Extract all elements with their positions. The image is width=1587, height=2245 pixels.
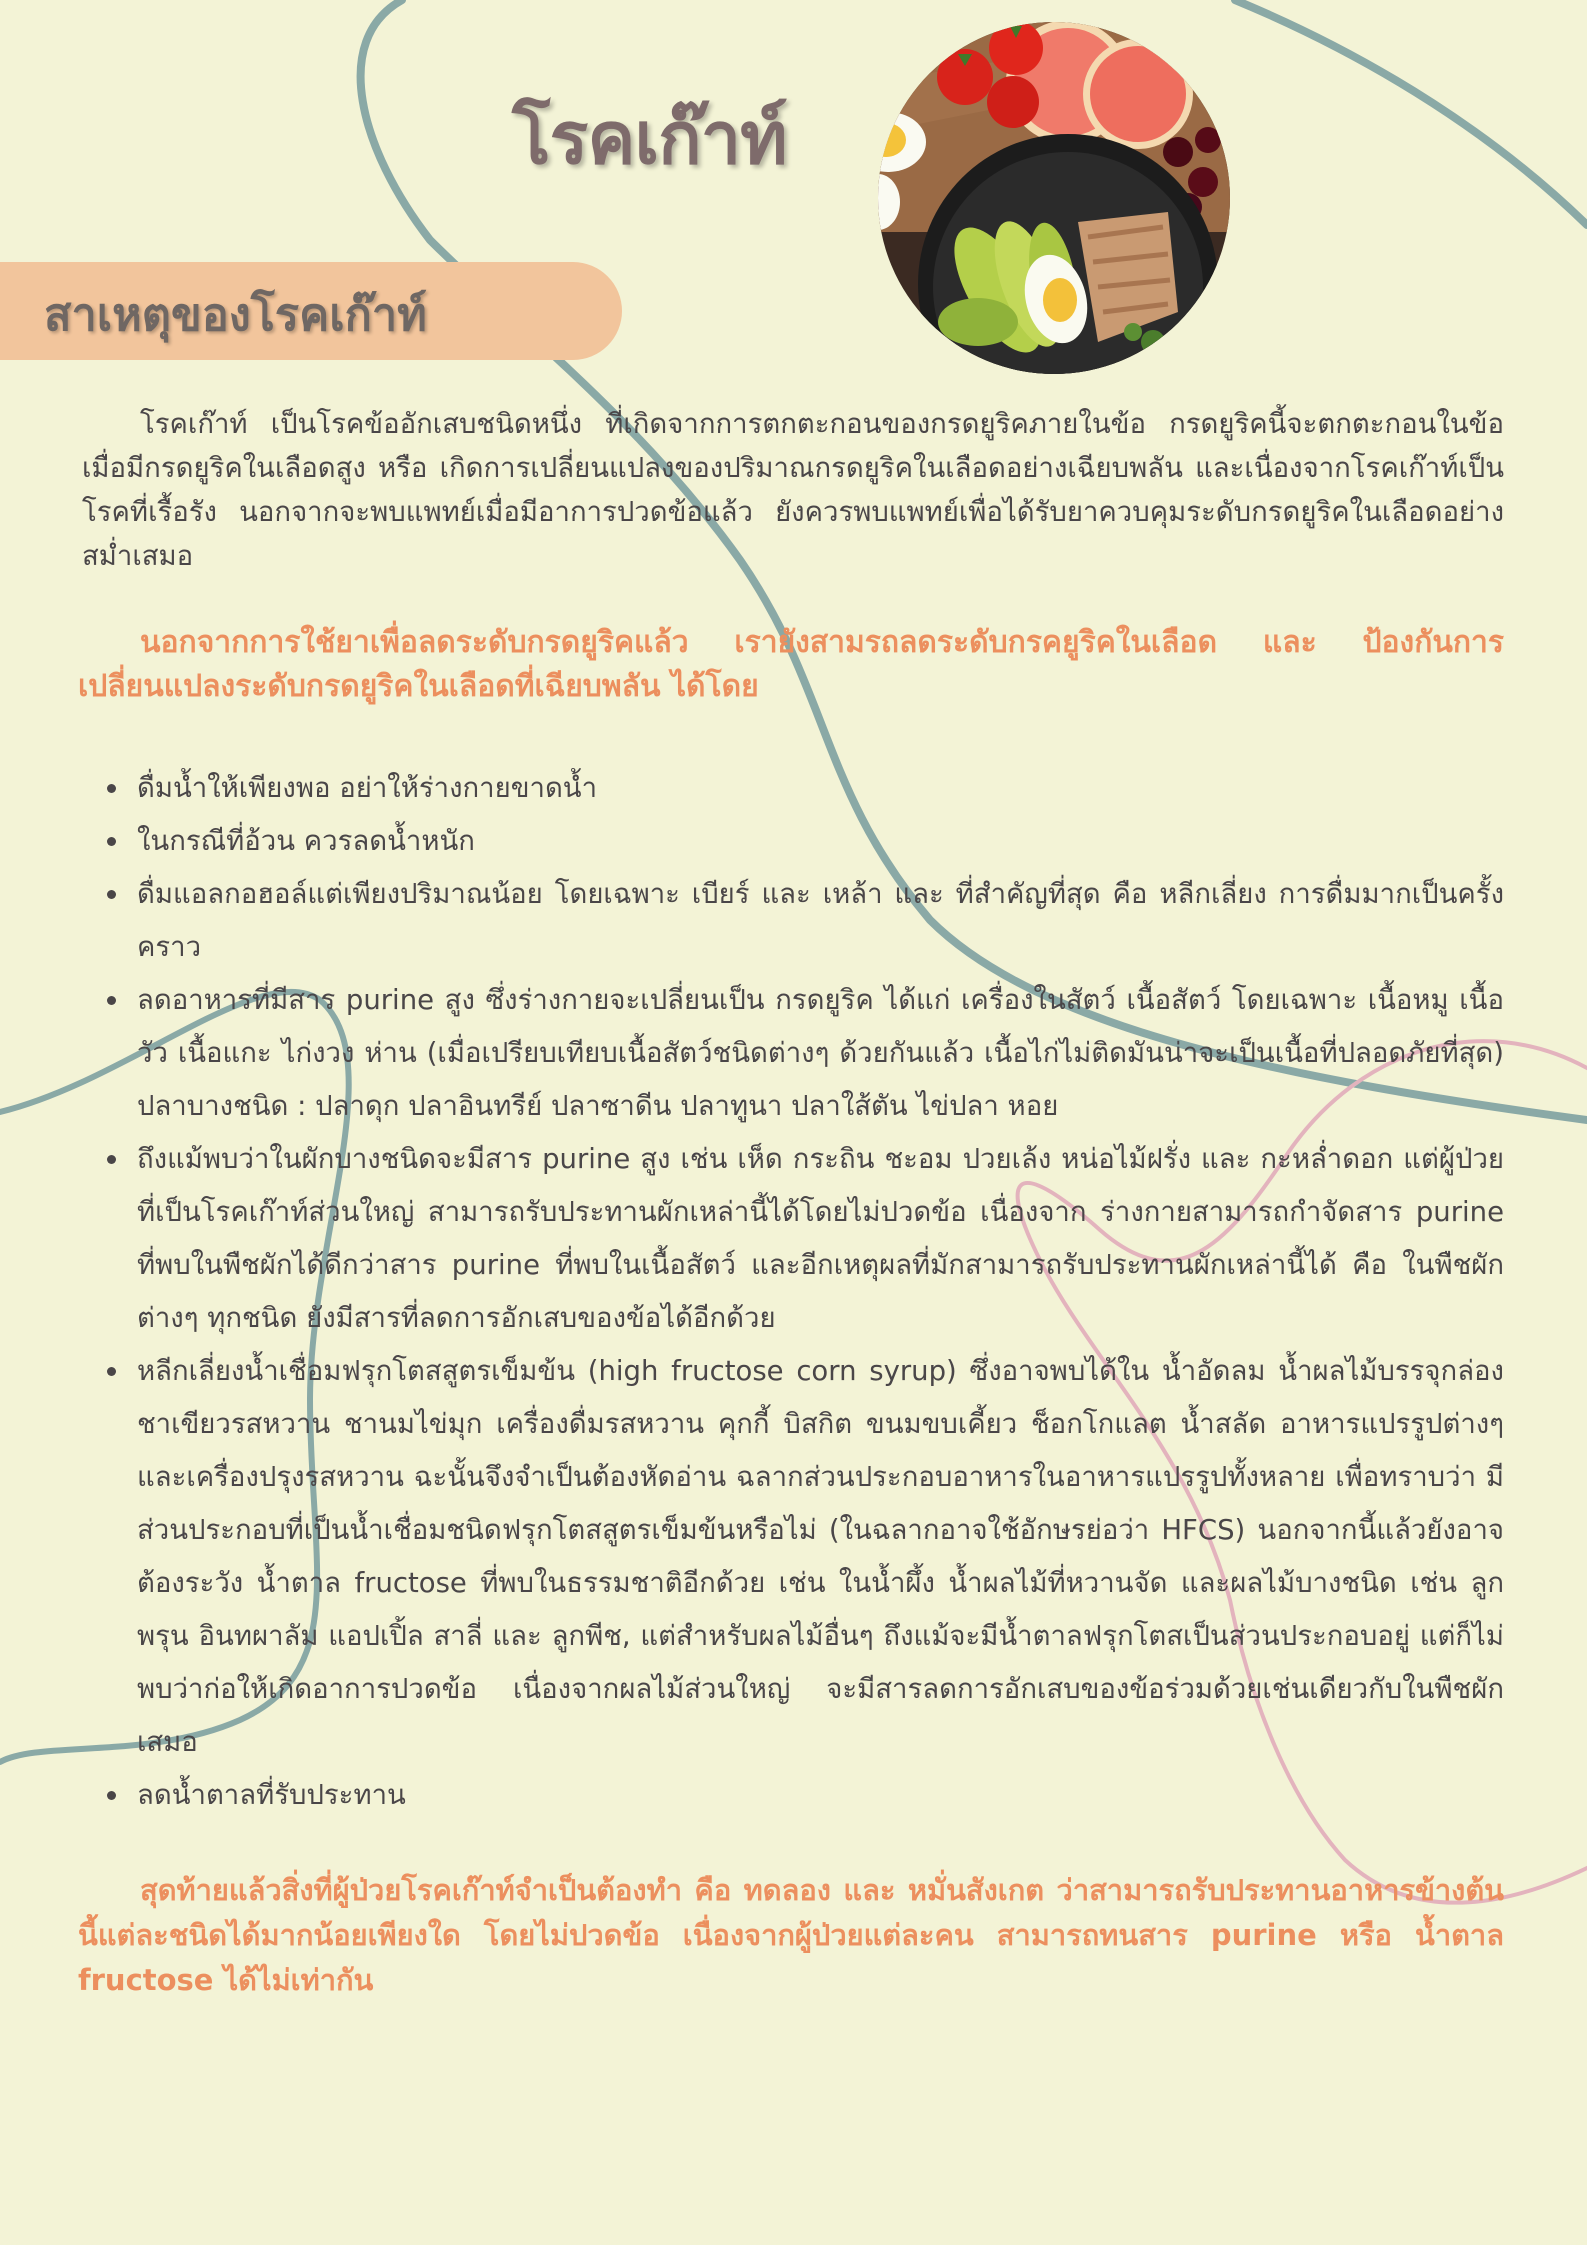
list-item xyxy=(0,762,1504,815)
list-item-text: ดื่มน้ำให้เพียงพอ อย่าให้ร่างกายขาดน้ำ xyxy=(137,772,598,804)
list-item xyxy=(0,868,1504,974)
list-item xyxy=(0,1345,1504,1769)
list-item xyxy=(0,1769,1504,1822)
teal-curve-top-right xyxy=(1235,0,1587,225)
list-item-text: ดื่มแอลกอฮอล์แต่เพียงปริมาณน้อย โดยเฉพาะ เบียร์ และ เหล้า และ ที่สำคัญที่สุด คือ หลีกเลี่ยง การดื่มมากเป็นครั้งคราว xyxy=(137,878,1504,963)
page-title: โรคเก๊าท์ xyxy=(512,96,787,180)
bullet-icon xyxy=(107,837,116,846)
healthy-food-bowl-photo xyxy=(878,22,1230,374)
list-item-text: ในกรณีที่อ้วน ควรลดน้ำหนัก xyxy=(137,825,475,857)
section-heading: สาเหตุของโรคเก๊าท์ xyxy=(44,288,427,341)
bullet-icon xyxy=(107,1155,116,1164)
bullet-icon xyxy=(107,784,116,793)
list-item-text: หลีกเลี่ยงน้ำเชื่อมฟรุกโตสสูตรเข็มข้น (high fructose corn syrup) ซึ่งอาจพบได้ใน น้ำอัดลม น้ำผลไม้บรรจุกล่อง ชาเขียวรสหวาน ชานมไข่มุก เครื่องดื่มรสหวาน คุกกี้ บิสกิต ขนมขบเคี้ยว ช็อกโกแลต น้ำสลัด อาหารแปรรูปต่างๆ และเครื่องปรุงรสหวาน ฉะนั้นจึงจำเป็นต้องหัดอ่าน ฉลากส่วนประกอบอาหารในอาหารแปรรูปทั้งหลาย เพื่อทราบว่า มีส่วนประกอบที่เป็นน้ำเชื่อมชนิดฟรุกโตสสูตรเข็มข้นหรือไม่ (ในฉลากอาจใช้อักษรย่อว่า HFCS) นอกจากนี้แล้วยังอาจต้องระวัง น้ำตาล fructose ที่พบในธรรมชาติอีกด้วย เช่น ในน้ำผึ้ง น้ำผลไม้ที่หวานจัด และผลไม้บางชนิด เช่น ลูกพรุน อินทผาลัม แอปเปิ้ล สาลี่ และ ลูกพีช, แต่สำหรับผลไม้อื่นๆ ถึงแม้จะมีน้ำตาลฟรุกโตสเป็นส่วนประกอบอยู่ แต่ก็ไม่พบว่าก่อให้เกิดอาการปวดข้อ เนื่องจากผลไม้ส่วนใหญ่ จะมีสารลดการอักเสบของข้อร่วมด้วยเช่นเดียวกับในพืชผักเสมอ xyxy=(137,1355,1504,1758)
list-item xyxy=(0,1133,1504,1345)
list-item-text: ลดน้ำตาลที่รับประทาน xyxy=(137,1779,406,1811)
tips-list xyxy=(0,762,1504,1822)
lead-paragraph: นอกจากการใช้ยาเพื่อลดระดับกรดยูริคแล้ว เรายังสามรถลดระดับกรคยูริคในเลือด และ ป้องกันการเปลี่ยนแปลงระดับกรดยูริคในเลือดที่เฉียบพลัน ได้โดย xyxy=(78,625,1504,704)
list-item xyxy=(0,815,1504,868)
list-item-text: ถึงแม้พบว่าในผักบางชนิดจะมีสาร purine สูง เช่น เห็ด กระถิน ชะอม ปวยเล้ง หน่อไม้ฝรั่ง และ กะหล่ำดอก แต่ผู้ป่วยที่เป็นโรคเก๊าท์ส่วนใหญ่ สามารถรับประทานผักเหล่านี้ได้โดยไม่ปวดข้อ เนื่องจาก ร่างกายสามารถกำจัดสาร purine ที่พบในพืชผักได้ดีกว่าสาร purine ที่พบในเนื้อสัตว์ และอีกเหตุผลที่มักสามารถรับประทานผักเหล่านี้ได้ คือ ในพืชผักต่างๆ ทุกชนิด ยังมีสารที่ลดการอักเสบของข้อได้อีกด้วย xyxy=(137,1143,1504,1334)
list-item xyxy=(0,974,1504,1133)
intro-paragraph: โรคเก๊าท์ เป็นโรคข้ออักเสบชนิดหนึ่ง ที่เกิดจากการตกตะกอนของกรดยูริคภายในข้อ กรดยูริคนี้จะตกตะกอนในข้อ เมื่อมีกรดยูริคในเลือดสูง หรือ เกิดการเปลี่ยนแปลงของปริมาณกรดยูริคในเลือดอย่างเฉียบพลัน และเนื่องจากโรคเก๊าท์เป็นโรคที่เรื้อรัง นอกจากจะพบแพทย์เมื่อมีอาการปวดข้อแล้ว ยังควรพบแพทย์เพื่อได้รับยาควบคุมระดับกรดยูริคในเลือดอย่างสม่ำเสมอ xyxy=(82,408,1504,572)
closing-paragraph: สุดท้ายแล้วสิ่งที่ผู้ป่วยโรคเก๊าท์จำเป็นต้องทำ คือ ทดลอง และ หมั่นสังเกต ว่าสามารถรับประทานอาหารข้างต้นนี้แต่ละชนิดได้มากน้อยเพียงใด โดยไม่ปวดข้อ เนื่องจากผู้ป่วยแต่ละคน สามารถทนสาร purine หรือ น้ำตาล fructose ได้ไม่เท่ากัน xyxy=(78,1873,1504,1997)
bullet-icon xyxy=(107,1367,116,1376)
list-item-text: ลดอาหารที่มีสาร purine สูง ซึ่งร่างกายจะเปลี่ยนเป็น กรดยูริค ได้แก่ เครื่องในสัตว์ เนื้อสัตว์ โดยเฉพาะ เนื้อหมู เนื้อวัว เนื้อแกะ ไก่งวง ห่าน (เมื่อเปรียบเทียบเนื้อสัตว์ชนิดต่างๆ ด้วยกันแล้ว เนื้อไก่ไม่ติดมันน่าจะเป็นเนื้อที่ปลอดภัยที่สุด) ปลาบางชนิด : ปลาดุก ปลาอินทรีย์ ปลาซาดีน ปลาทูนา ปลาใส้ตัน ไข่ปลา หอย xyxy=(137,984,1504,1122)
bullet-icon xyxy=(107,890,116,899)
bullet-icon xyxy=(107,996,116,1005)
bullet-icon xyxy=(107,1791,116,1800)
